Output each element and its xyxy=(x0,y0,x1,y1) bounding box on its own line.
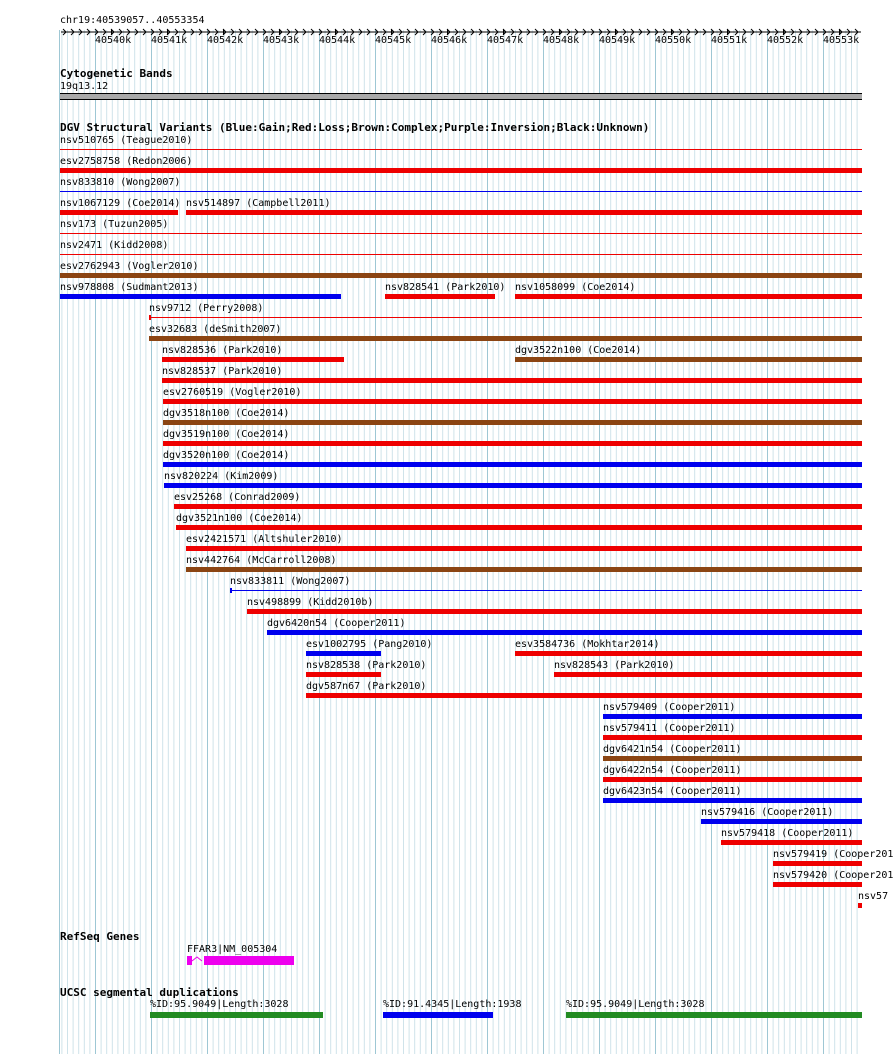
variant-label[interactable]: dgv587n67 (Park2010) xyxy=(306,681,427,692)
ruler-tick-label: 40550k xyxy=(655,35,692,46)
ruler-tick-label: 40549k xyxy=(599,35,636,46)
variant-label[interactable]: nsv828537 (Park2010) xyxy=(162,366,283,377)
variant-bar[interactable] xyxy=(186,210,862,215)
variant-bar[interactable] xyxy=(162,378,862,383)
variant-label[interactable]: nsv498899 (Kidd2010b) xyxy=(247,597,374,608)
variant-label[interactable]: nsv820224 (Kim2009) xyxy=(164,471,279,482)
variant-bar[interactable] xyxy=(773,882,862,887)
variant-bar[interactable] xyxy=(60,233,862,234)
dgv-title: DGV Structural Variants (Blue:Gain;Red:Loss;Brown:Complex;Purple:Inversion;Black:Unknown) xyxy=(60,121,650,134)
segdup-bar-1 xyxy=(150,1012,323,1018)
variant-bar[interactable] xyxy=(515,651,862,656)
variant-label[interactable]: dgv3520n100 (Coe2014) xyxy=(163,450,290,461)
variant-bar[interactable] xyxy=(603,714,862,719)
variant-bar[interactable] xyxy=(385,294,495,299)
variant-bar[interactable] xyxy=(60,210,178,215)
ruler-tick-label: 40543k xyxy=(263,35,300,46)
variant-label[interactable]: nsv579411 (Cooper2011) xyxy=(603,723,736,734)
cyto-band-bar xyxy=(60,93,862,100)
gene-exon-1 xyxy=(187,956,192,965)
variant-bar[interactable] xyxy=(163,420,862,425)
ruler-tick-label: 40548k xyxy=(543,35,580,46)
variant-bar[interactable] xyxy=(858,903,862,908)
ruler-tick-label: 40545k xyxy=(375,35,412,46)
variant-label[interactable]: nsv510765 (Teague2010) xyxy=(60,135,193,146)
variant-bar[interactable] xyxy=(149,336,862,341)
variant-bar[interactable] xyxy=(247,609,862,614)
gene-exon-2 xyxy=(204,956,294,965)
variant-label[interactable]: nsv828541 (Park2010) xyxy=(385,282,506,293)
variant-bar[interactable] xyxy=(60,191,862,192)
variant-label[interactable]: nsv442764 (McCarroll2008) xyxy=(186,555,337,566)
segdup-bar-2 xyxy=(383,1012,493,1018)
variant-bar[interactable] xyxy=(267,630,862,635)
variant-label[interactable]: nsv173 (Tuzun2005) xyxy=(60,219,169,230)
variant-bar[interactable] xyxy=(163,441,862,446)
variant-bar[interactable] xyxy=(230,590,862,591)
variant-bar[interactable] xyxy=(186,567,862,572)
variant-label[interactable]: dgv6421n54 (Cooper2011) xyxy=(603,744,742,755)
variant-label[interactable]: nsv1067129 (Coe2014) xyxy=(60,198,181,209)
variant-bar[interactable] xyxy=(60,294,341,299)
variant-bar[interactable] xyxy=(60,149,862,150)
ruler-tick-label: 40552k xyxy=(767,35,804,46)
variant-bar[interactable] xyxy=(515,357,862,362)
ruler-tick-label: 40553k xyxy=(823,35,860,46)
gene-intron-line xyxy=(192,957,202,961)
variant-bar[interactable] xyxy=(149,317,862,318)
variant-label[interactable]: nsv579418 (Cooper2011) xyxy=(721,828,854,839)
variant-label[interactable]: nsv828538 (Park2010) xyxy=(306,660,427,671)
variant-bar[interactable] xyxy=(603,798,862,803)
variant-bar[interactable] xyxy=(60,273,862,278)
variant-label[interactable]: esv32683 (deSmith2007) xyxy=(149,324,282,335)
variant-label[interactable]: dgv6423n54 (Cooper2011) xyxy=(603,786,742,797)
refseq-gene-label: FFAR3|NM_005304 xyxy=(187,944,278,955)
cyto-band-label: 19q13.12 xyxy=(60,81,109,92)
variant-label[interactable]: esv2421571 (Altshuler2010) xyxy=(186,534,343,545)
variant-label[interactable]: nsv57 xyxy=(858,891,889,902)
variant-bar[interactable] xyxy=(60,254,862,255)
variant-label[interactable]: nsv833811 (Wong2007) xyxy=(230,576,351,587)
variant-bar[interactable] xyxy=(164,483,862,488)
variant-label[interactable]: nsv828536 (Park2010) xyxy=(162,345,283,356)
region-label: chr19:40539057..40553354 xyxy=(60,15,205,26)
variant-label[interactable]: nsv579416 (Cooper2011) xyxy=(701,807,834,818)
variant-bar[interactable] xyxy=(603,735,862,740)
refseq-title: RefSeq Genes xyxy=(60,930,140,943)
variant-label[interactable]: nsv579419 (Cooper201 xyxy=(773,849,893,860)
variant-label[interactable]: esv2762943 (Vogler2010) xyxy=(60,261,199,272)
variant-end-cap xyxy=(149,315,151,320)
variant-label[interactable]: esv1002795 (Pang2010) xyxy=(306,639,433,650)
variant-bar[interactable] xyxy=(515,294,862,299)
ruler-tick-label: 40546k xyxy=(431,35,468,46)
variant-bar[interactable] xyxy=(163,399,862,404)
variant-label[interactable]: dgv6422n54 (Cooper2011) xyxy=(603,765,742,776)
segdup-label-3: %ID:95.9049|Length:3028 xyxy=(566,999,705,1010)
variant-label[interactable]: nsv9712 (Perry2008) xyxy=(149,303,264,314)
variant-label[interactable]: esv3584736 (Mokhtar2014) xyxy=(515,639,660,650)
ruler-tick-label: 40544k xyxy=(319,35,356,46)
ruler-tick-label: 40547k xyxy=(487,35,524,46)
variant-end-cap xyxy=(230,588,232,593)
variant-bar[interactable] xyxy=(60,168,862,173)
variant-label[interactable]: dgv3519n100 (Coe2014) xyxy=(163,429,290,440)
variant-bar[interactable] xyxy=(306,672,381,677)
variant-bar[interactable] xyxy=(603,777,862,782)
ruler-tick-label: 40541k xyxy=(151,35,188,46)
variant-bar[interactable] xyxy=(306,651,381,656)
variant-label[interactable]: dgv6420n54 (Cooper2011) xyxy=(267,618,406,629)
variant-label[interactable]: dgv3521n100 (Coe2014) xyxy=(176,513,303,524)
variant-label[interactable]: nsv2471 (Kidd2008) xyxy=(60,240,169,251)
variant-label[interactable]: nsv579420 (Cooper201 xyxy=(773,870,893,881)
variant-label[interactable]: nsv833810 (Wong2007) xyxy=(60,177,181,188)
segdup-label-2: %ID:91.4345|Length:1938 xyxy=(383,999,522,1010)
ruler-tick-label: 40540k xyxy=(95,35,132,46)
variant-bar[interactable] xyxy=(163,462,862,467)
variant-bar[interactable] xyxy=(174,504,862,509)
variant-label[interactable]: dgv3518n100 (Coe2014) xyxy=(163,408,290,419)
variant-bar[interactable] xyxy=(176,525,862,530)
ruler-tick-label: 40542k xyxy=(207,35,244,46)
variant-bar[interactable] xyxy=(701,819,862,824)
variant-label[interactable]: nsv1058099 (Coe2014) xyxy=(515,282,636,293)
variant-label[interactable]: esv2760519 (Vogler2010) xyxy=(163,387,302,398)
refseq-gene-model xyxy=(185,953,297,967)
segdup-bar-3 xyxy=(566,1012,862,1018)
variant-bar[interactable] xyxy=(306,693,862,698)
variant-label[interactable]: nsv828543 (Park2010) xyxy=(554,660,675,671)
ruler-tick-label: 40551k xyxy=(711,35,748,46)
variant-bar[interactable] xyxy=(603,756,862,761)
variant-bar[interactable] xyxy=(554,672,862,677)
variant-label[interactable]: dgv3522n100 (Coe2014) xyxy=(515,345,642,356)
variant-label[interactable]: nsv514897 (Campbell2011) xyxy=(186,198,331,209)
variant-bar[interactable] xyxy=(773,861,862,866)
variant-bar[interactable] xyxy=(162,357,344,362)
segdup-title: UCSC segmental duplications xyxy=(60,986,239,999)
cyto-title: Cytogenetic Bands xyxy=(60,67,173,80)
variant-bar[interactable] xyxy=(186,546,862,551)
segdup-label-1: %ID:95.9049|Length:3028 xyxy=(150,999,289,1010)
variant-bar[interactable] xyxy=(721,840,862,845)
variant-label[interactable]: esv2758758 (Redon2006) xyxy=(60,156,193,167)
variant-label[interactable]: nsv978808 (Sudmant2013) xyxy=(60,282,199,293)
variant-label[interactable]: nsv579409 (Cooper2011) xyxy=(603,702,736,713)
variant-label[interactable]: esv25268 (Conrad2009) xyxy=(174,492,301,503)
